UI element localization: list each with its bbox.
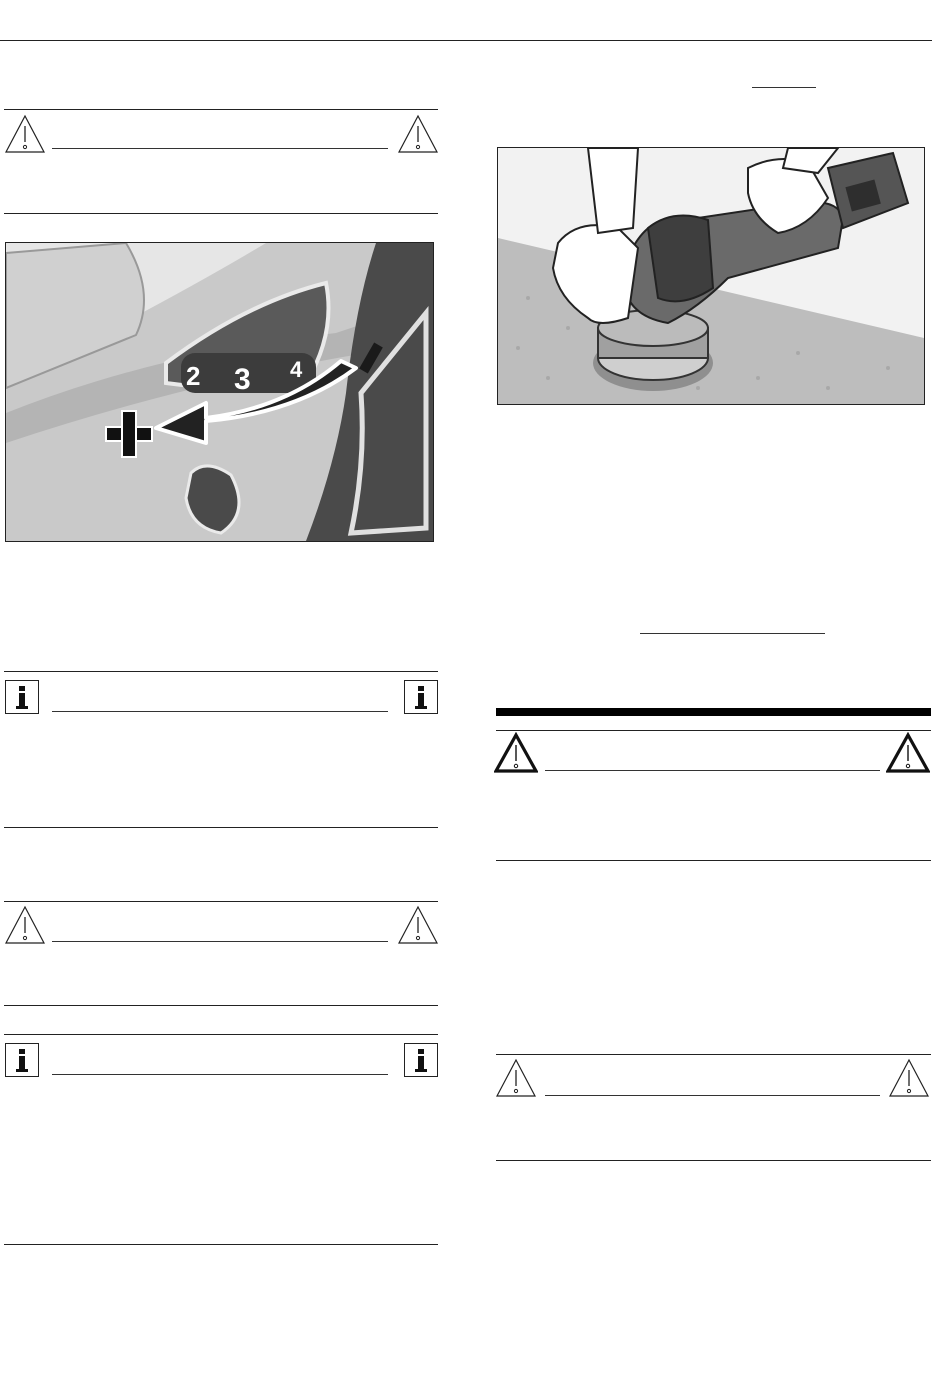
section-rule [496,860,931,861]
warning-triangle-icon [888,1058,930,1098]
info-i-icon [5,1043,39,1077]
section-thick-rule [496,708,931,716]
warning-triangle-icon [886,732,930,774]
section-rule [4,1034,438,1035]
section-rule [4,827,438,828]
underline-mark [752,87,816,88]
info-heading-line [52,711,388,712]
section-rule [4,213,438,214]
warning-triangle-icon [397,114,439,154]
dial-number: 3 [234,363,251,396]
warning-triangle-icon [495,1058,537,1098]
warning-triangle-icon [494,732,538,774]
warning-triangle-icon [397,905,439,945]
section-rule [4,1005,438,1006]
section-rule [4,671,438,672]
section-rule [4,109,438,110]
section-rule [496,1054,931,1055]
info-i-icon [404,1043,438,1077]
warning-triangle-icon [4,905,46,945]
warning-heading-line [545,1095,880,1096]
warning-triangle-icon [4,114,46,154]
info-heading-line [52,1074,388,1075]
warning-heading-line [545,770,880,771]
warning-heading-line [52,941,388,942]
section-rule [496,730,931,731]
polisher-in-use-figure [497,147,925,405]
section-rule [496,1160,931,1161]
page-top-rule [0,40,932,41]
section-rule [4,1244,438,1245]
info-i-icon [5,680,39,714]
underline-mark [640,633,825,634]
warning-heading-line [52,148,388,149]
section-rule [4,901,438,902]
dial-number: 2 [186,361,201,391]
dial-number: 4 [290,357,303,382]
speed-dial-figure [5,242,434,542]
info-i-icon [404,680,438,714]
